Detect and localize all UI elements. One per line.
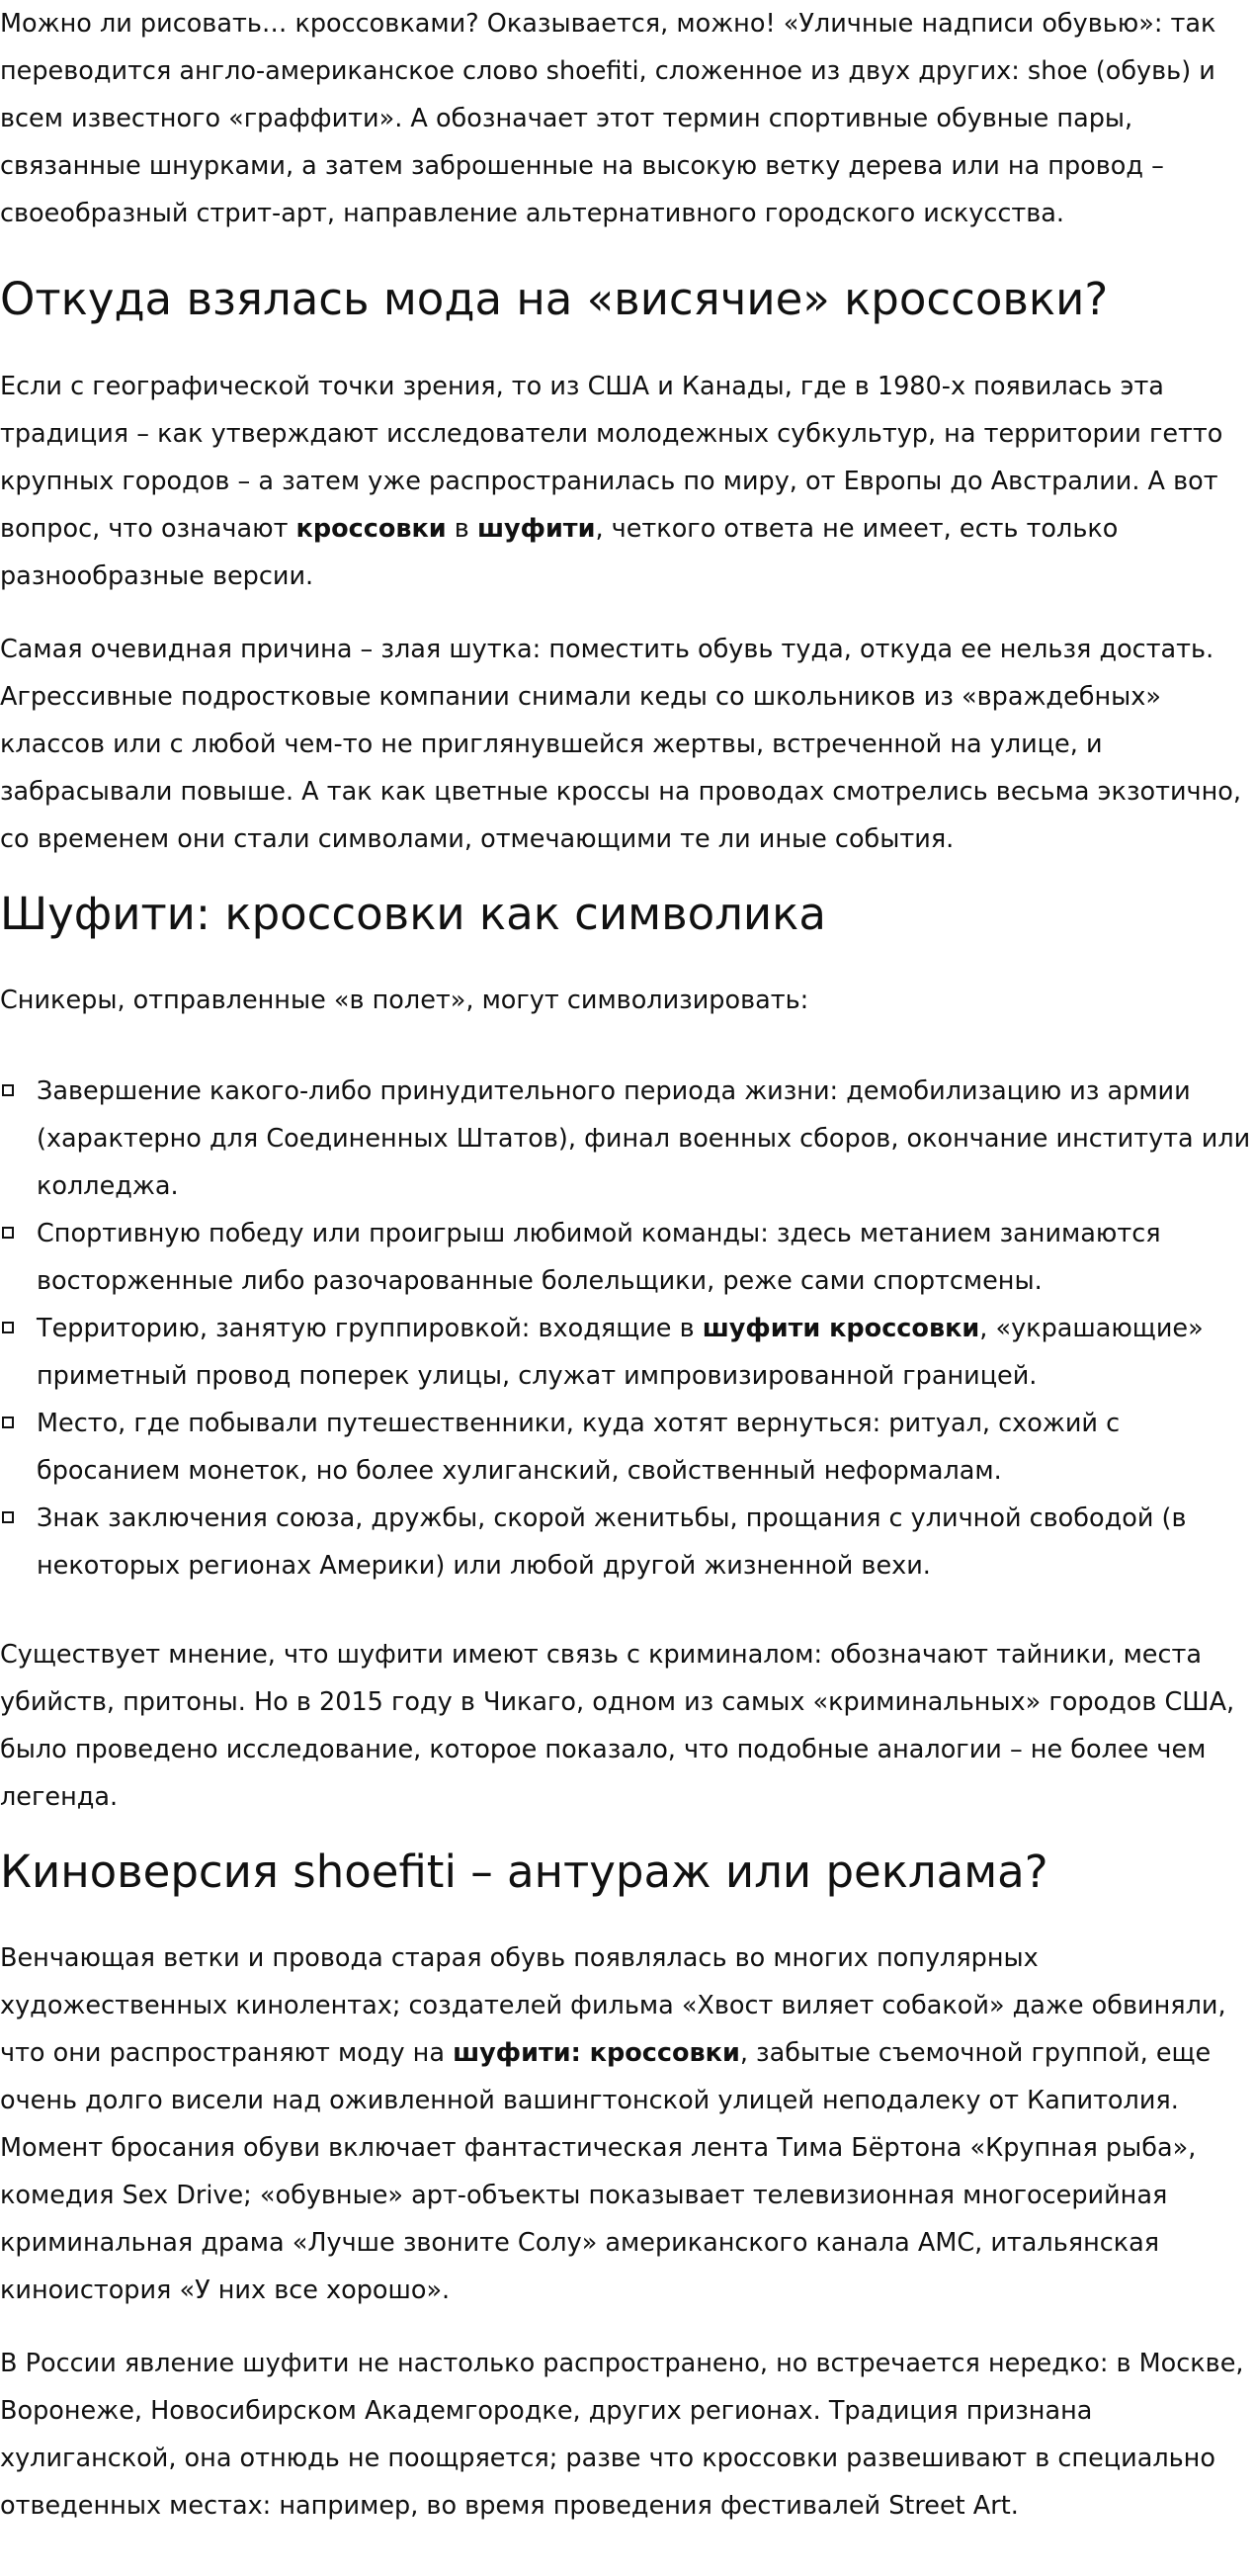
paragraph-russia: В России явление шуфити не настолько распространено, но встречается нередко: в Москве, Воронеже, Новосибирском Академгородке, других регионах. Традиция признана хулиганской, она отнюдь не поощряется; разве что кроссовки развешивают в специально отведенных местах: например, во время проведения фестивалей Street Art. bbox=[0, 2349, 1244, 2521]
square-bullet-icon bbox=[2, 1322, 14, 1333]
paragraph-films-text: Венчающая ветки и провода старая обувь появлялась во многих популярных художественных кинолентах; создателей фильма «Хвост виляет собакой» даже обвиняли, что они распространяют моду на bbox=[0, 1943, 1226, 2068]
paragraph-symbol-intro: Сникеры, отправленные «в полет», могут символизировать: bbox=[0, 986, 809, 1015]
intro-paragraph: Можно ли рисовать… кроссовками? Оказывается, можно! «Уличные надписи обувью»: так переводится англо-американское слово shoefiti, сложенное из двух других: shoe (обувь) и всем известного «граффити». А обозначает этот термин спортивные обувные пары, связанные шнурками, а затем заброшенные на высокую ветку дерева или на провод – своеобразный стрит-арт, направление альтернативного городского искусства. bbox=[0, 9, 1216, 228]
paragraph-joke: Самая очевидная причина – злая шутка: поместить обувь туда, откуда ее нельзя достать. Агрессивные подростковые компании снимали кеды со школьников из «враждебных» классов или с любой чем-то не приглянувшейся жертвы, встреченной на улице, и забрасывали повыше. А так как цветные кроссы на проводах смотрелись весьма экзотично, со временем они стали символами, отмечающими те ли иные события. bbox=[0, 635, 1241, 854]
square-bullet-icon bbox=[2, 1511, 14, 1523]
heading-origin: Откуда взялась мода на «висячие» кроссовки? bbox=[0, 273, 1109, 325]
paragraph-films-text-end: , забытые съемочной группой, еще очень долго висели над оживленной вашингтонской улицей неподалеку от Капитолия. Момент бросания обуви включает фантастическая лента Тима Бёртона «Крупная рыба», комедия Sex Drive; «обувные» арт-объекты показывает телевизионная многосерийная криминальная драма «Лучше звоните Солу» американского канала AMC, итальянская киноистория «У них все хорошо». bbox=[0, 2038, 1212, 2305]
paragraph-geography-text-end: , четкого ответа не имеет, есть только разнообразные версии. bbox=[0, 514, 1119, 591]
square-bullet-icon bbox=[2, 1084, 14, 1096]
paragraph-films bbox=[0, 1934, 1255, 2314]
bold-shoefiti: шуфити bbox=[476, 514, 596, 544]
list-item bbox=[37, 1210, 1255, 1305]
heading-symbolism: Шуфити: кроссовки как символика bbox=[0, 888, 826, 940]
list-item-text: Спортивную победу или проигрыш любимой команды: здесь метанием занимаются восторженные либо разочарованные болельщики, реже сами спортсмены. bbox=[37, 1219, 1161, 1296]
paragraph-geography bbox=[0, 363, 1255, 600]
list-item bbox=[37, 1400, 1255, 1495]
list-item bbox=[37, 1068, 1255, 1210]
heading-film: Киноверсия shoefiti – антураж или реклама? bbox=[0, 1846, 1048, 1898]
square-bullet-icon bbox=[2, 1417, 14, 1428]
paragraph-geography-text: Если с географической точки зрения, то из США и Канады, где в 1980-х появилась эта традиция – как утверждают исследователи молодежных субкультур, на территории гетто крупных городов – а затем уже распространилась по миру, от Европы до Австралии. А вот вопрос, что означают bbox=[0, 372, 1223, 544]
list-item bbox=[37, 1495, 1255, 1589]
list-item-text: Территорию, занятую группировкой: входящие в bbox=[37, 1314, 703, 1343]
square-bullet-icon bbox=[2, 1227, 14, 1239]
bold-sneakers: кроссовки bbox=[295, 514, 447, 544]
bold-shoefiti-sneakers: шуфити кроссовки bbox=[702, 1314, 980, 1343]
paragraph-geography-text-mid: в bbox=[446, 514, 477, 544]
list-item-text-end: , «украшающие» приметный провод поперек улицы, служат импровизированной границей. bbox=[37, 1314, 1204, 1391]
list-item-text: Место, где побывали путешественники, куда хотят вернуться: ритуал, схожий с бросанием монеток, но более хулиганский, свойственный неформалам. bbox=[37, 1409, 1121, 1486]
list-item-text: Завершение какого-либо принудительного периода жизни: демобилизацию из армии (характерно для Соединенных Штатов), финал военных сборов, окончание института или колледжа. bbox=[37, 1076, 1251, 1201]
symbol-list bbox=[0, 1068, 1255, 1589]
bold-shoefiti-sneakers-film: шуфити: кроссовки bbox=[453, 2038, 740, 2068]
list-item bbox=[37, 1305, 1255, 1400]
list-item-text: Знак заключения союза, дружбы, скорой женитьбы, прощания с уличной свободой (в некоторых регионах Америки) или любой другой жизненной вехи. bbox=[37, 1503, 1187, 1581]
paragraph-crime: Существует мнение, что шуфити имеют связь с криминалом: обозначают тайники, места убийств, притоны. Но в 2015 году в Чикаго, одном из самых «криминальных» городов США, было проведено исследование, которое показало, что подобные аналогии – не более чем легенда. bbox=[0, 1640, 1235, 1812]
